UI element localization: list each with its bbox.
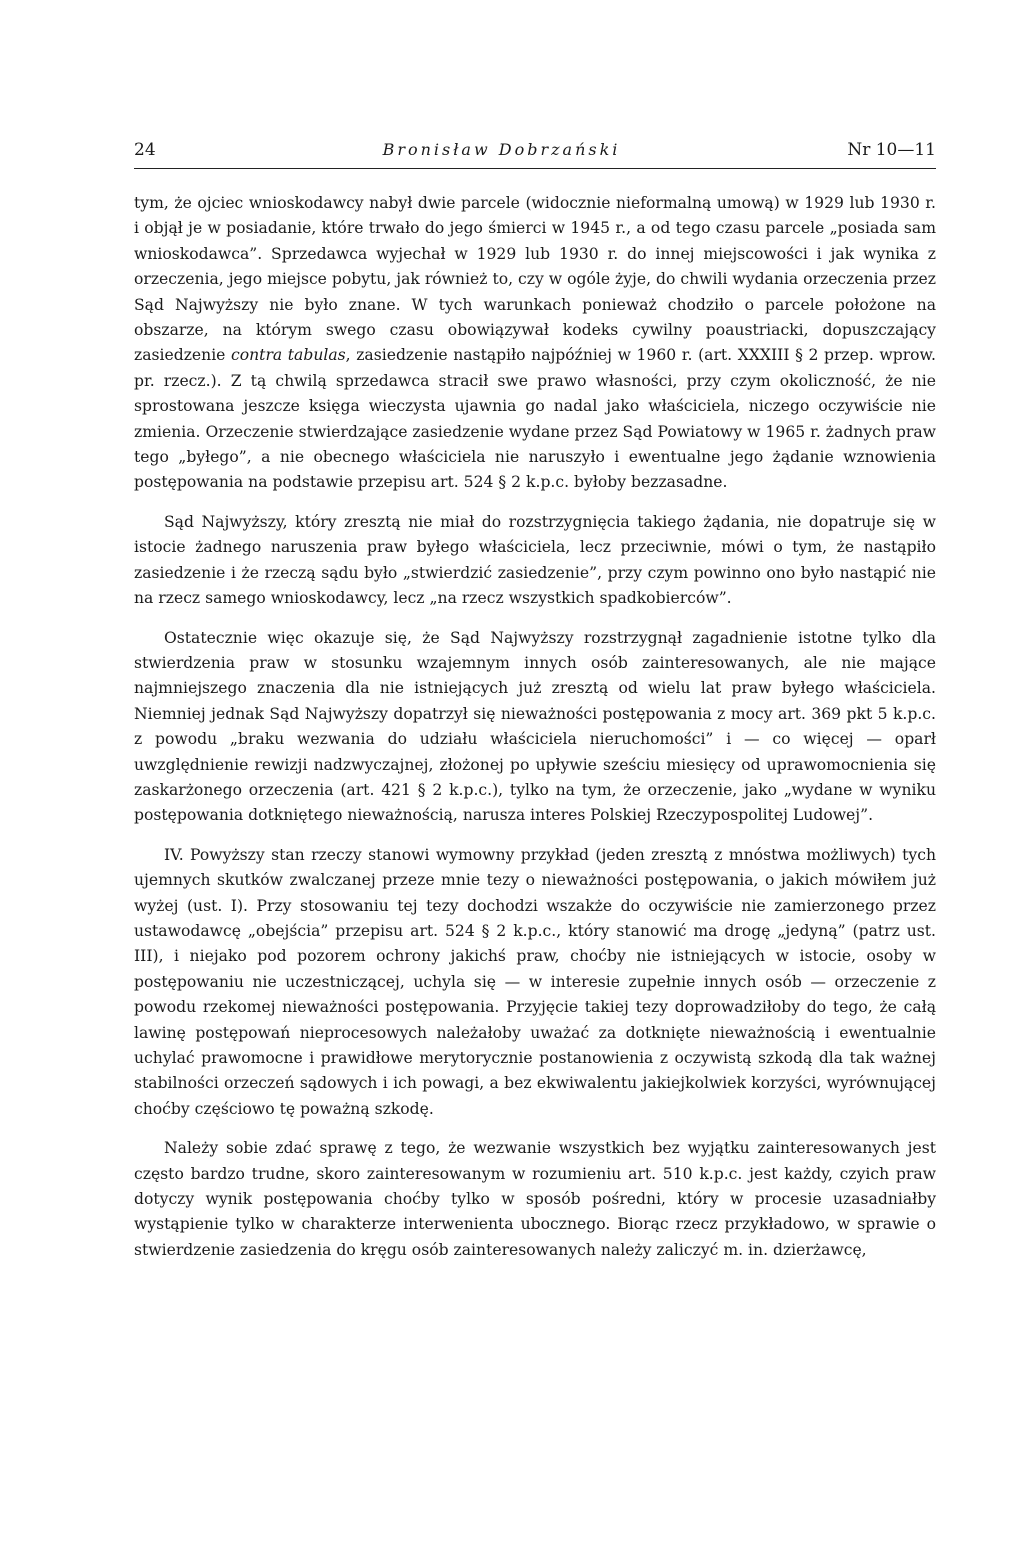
paragraph	[134, 191, 936, 496]
paragraph	[134, 626, 936, 829]
text-segment: tym, że ojciec wnioskodawcy nabył dwie parcele (widocznie nieformalną umową) w 1929 lub 1930 r. i objął je w posiadanie, które trwało do jego śmierci w 1945 r., a od tego czasu parcele „posiada sam wnioskodawca”. Sprzedawca wyjechał w 1929 lub 1930 r. do innej miejscowości i jak wynika z orzeczenia, jego miejsce pobytu, jak również to, czy w ogóle żyje, do chwili wydania orzeczenia przez Sąd Najwyższy nie było znane. W tych warunkach ponieważ chodziło o parcele położone na obszarze, na którym swego czasu obowiązywał kodeks cywilny poaustriacki, dopuszczający zasiedzenie	[134, 194, 936, 365]
paragraph	[134, 1136, 936, 1263]
italic-term: contra tabulas	[231, 346, 346, 365]
paragraph	[134, 510, 936, 612]
section-iv-paragraph	[134, 843, 936, 1122]
text-segment: Należy sobie zdać sprawę z tego, że wezwanie wszystkich bez wyjątku zainteresowanych jest często bardzo trudne, skoro zainteresowanym w rozumieniu art. 510 k.p.c. jest każdy, czyich praw dotyczy wynik postępowania choćby tylko w sposób pośredni, który w procesie uzasadniałby wystąpienie tylko w charakterze interwenienta ubocznego. Biorąc rzecz przykładowo, w sprawie o stwierdzenie zasiedzenia do kręgu osób zainteresowanych należy zaliczyć m. in. dzierżawcę,	[134, 1139, 936, 1259]
document-page	[134, 140, 936, 1277]
text-segment: IV. Powyższy stan rzeczy stanowi wymowny przykład (jeden zresztą z mnóstwa możliwych) tych ujemnych skutków zwalczanej przeze mnie tezy o nieważności postępowania, o jakich mówiłem już wyżej (ust. I). Przy stosowaniu tej tezy dochodzi wszakże do oczywiście nie zamierzonego przez ustawodawcę „obejścia” przepisu art. 524 § 2 k.p.c., który stanowić ma drogę „jedyną” (patrz ust. III), i niejako pod pozorem ochrony jakichś praw, choćby nie istniejących w istocie, osoby w postępowaniu nie uczestniczącej, uchyla się — w interesie zupełnie innych osób — orzeczenie z powodu rzekomej nieważności postępowania. Przyjęcie takiej tezy doprowadziłoby do tego, że całą lawinę postępowań nieprocesowych należałoby uważać za dotknięte nieważnością i ewentualnie uchylać prawomocne i prawidłowe merytorycznie postanowienia z oczywistą szkodą dla tak ważnej stabilności orzeczeń sądowych i ich powagi, a bez ekwiwalentu jakiejkolwiek korzyści, wyrównującej choćby częściowo tę poważną szkodę.	[134, 845, 936, 1118]
text-segment: , zasiedzenie nastąpiło najpóźniej w 1960 r. (art. XXXIII § 2 przep. wprow. pr. rzecz.). Z tą chwilą sprzedawca stracił swe prawo własności, przy czym okoliczność, że nie sprostowana jeszcze księga wieczysta ujawnia go nadal jako właściciela, niczego oczywiście nie zmienia. Orzeczenie stwierdzające zasiedzenie wydane przez Sąd Powiatowy w 1965 r. żadnych praw tego „byłego”, a nie obecnego właściciela nie naruszyło i ewentualne jego żądanie wznowienia postępowania na podstawie przepisu art. 524 § 2 k.p.c. byłoby bezzasadne.	[134, 346, 937, 492]
text-segment: Sąd Najwyższy, który zresztą nie miał do rozstrzygnięcia takiego żądania, nie dopatruje się w istocie żadnego naruszenia praw byłego właściciela, lecz przeciwnie, mówi o tym, że nastąpiło zasiedzenie i że rzeczą sądu było „stwierdzić zasiedzenie”, przy czym powinno ono było nastąpić nie na rzecz samego wnioskodawcy, lecz „na rzecz wszystkich spadkobierców”.	[134, 512, 936, 608]
running-header	[134, 140, 936, 169]
issue-number: Nr 10—11	[847, 140, 936, 160]
text-segment: Ostatecznie więc okazuje się, że Sąd Najwyższy rozstrzygnął zagadnienie istotne tylko dla stwierdzenia praw w stosunku wzajemnym innych osób zainteresowanych, ale nie mające najmniejszego znaczenia dla nie istniejących już zresztą od wielu lat praw byłego właściciela. Niemniej jednak Sąd Najwyższy dopatrzył się nieważności postępowania z mocy art. 369 pkt 5 k.p.c. z powodu „braku wezwania do udziału właściciela nieruchomości” i — co więcej — oparł uwzględnienie rewizji nadzwyczajnej, złożonej po upływie sześciu miesięcy od uprawomocnienia się zaskarżonego orzeczenia (art. 421 § 2 k.p.c.), tylko na tym, że orzeczenie, jako „wydane w wyniku postępowania dotkniętego nieważnością, narusza interes Polskiej Rzeczypospolitej Ludowej”.	[134, 628, 936, 825]
running-author: Bronisław Dobrzański	[382, 140, 621, 159]
page-number: 24	[134, 140, 156, 160]
